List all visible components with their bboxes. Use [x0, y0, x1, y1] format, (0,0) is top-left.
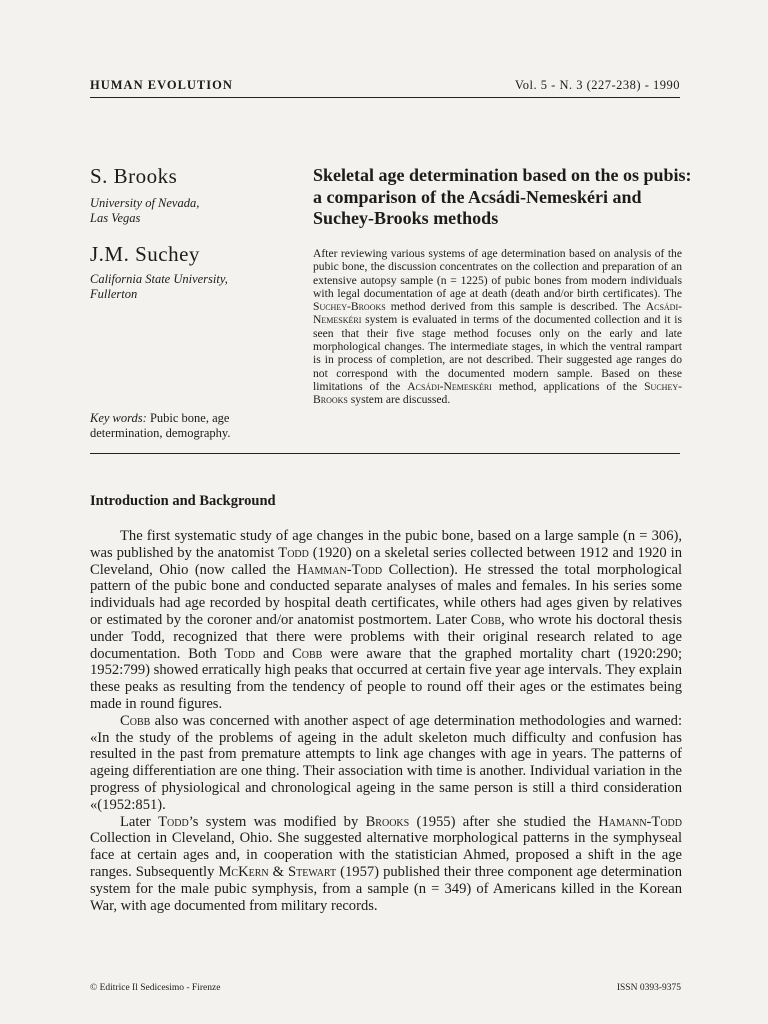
text-run: , who wrote his doctoral thesis under Todd, recognized that there were problems with their original research related to age documentation. Both — [90, 611, 682, 662]
abstract-divider — [90, 453, 680, 454]
keywords-label: Key words: — [90, 411, 147, 425]
text-run: Later — [120, 813, 159, 830]
keywords-text: Pubic bone, age determination, demography. — [90, 411, 231, 440]
affiliation-line: University of Nevada, — [90, 196, 200, 210]
author-ref: Todd — [278, 544, 309, 561]
abstract-text: After reviewing various systems of age determination based on analysis of the pubic bone, the discussion concentrates on the collection and preparation of an extensive autopsy sample (n = 1225) of pubic bones from modern individuals with legal documentation of age at death (death and/or birth certificates). The — [313, 247, 682, 300]
author-ref: Stewart — [288, 863, 337, 880]
affiliation-line: California State University, — [90, 272, 228, 286]
author-ref: McKern — [218, 863, 269, 880]
text-run: The first systematic study of age changes in the pubic bone, based on a large sample (n = 306), was published by the anatomist — [90, 528, 682, 561]
collection-ref: Hamman-Todd — [296, 561, 383, 578]
author-ref: Cobb — [292, 645, 323, 662]
text-run: (1957) published their three component age determination system for the male pubic symphysis, from a sample (n = 349) of Americans killed in the Korean War, with age documented from military records. — [90, 863, 682, 914]
method-name: Suchey-Brooks — [313, 379, 682, 407]
author-name-2: J.M. Suchey — [90, 242, 200, 266]
abstract-text: method, applications of the — [491, 379, 645, 393]
abstract-text: system is evaluated in terms of the documented collection and it is seen that their five stage method focuses only on the early and late morphological changes. The intermediate stages, in which the ventral rampart is in process of completion, are not described. Their suggested age ranges do not correspond with the documented modern sample. Based on these limitations of the — [313, 313, 682, 393]
paragraph-1 — [90, 528, 682, 713]
paragraph-3 — [90, 814, 682, 915]
collection-ref: Hamann-Todd — [598, 813, 682, 830]
text-run: Collection in Cleveland, Ohio. She suggested alternative morphological patterns in the symphyseal face at certain ages and, in cooperation with the statistician Ahmed, proposed a shift in the age ranges. Subsequently — [90, 830, 682, 880]
volume-info: Vol. 5 - N. 3 (227-238) - 1990 — [514, 78, 680, 92]
paragraph-2 — [90, 713, 682, 814]
text-run: also was concerned with another aspect of age determination methodologies and warned: «In the study of the problems of ageing in the adult skeleton much difficulty and confusion has resulted in the past from premature attempts to link age changes with age in years. The patterns of ageing differentiation are one thing. Their association with time is another. Individual variation in the progress of physiological and chronological ageing in the same person is still a third consideration «(1952:851). — [90, 712, 682, 813]
affiliation-line: Fullerton — [90, 287, 138, 301]
section-heading: Introduction and Background — [90, 493, 276, 509]
issn-footer: ISSN 0393-9375 — [616, 983, 681, 993]
method-name: Acsádi-Nemeskéri — [313, 300, 682, 327]
abstract-text: system are discussed. — [347, 393, 451, 407]
method-name: Acsádi-Nemeskéri — [407, 379, 492, 393]
text-run: Collection). He stressed the total morphological pattern of the pubic bone and conducted separate analyses of males and females. In his series some individuals had age recorded by hospital death certificates, while others had ages given by relatives or estimated by the coroner and/or anatomist postmortem. Later — [90, 561, 683, 628]
publisher-footer: © Editrice Il Sedicesimo - Firenze — [90, 983, 221, 993]
text-run: & — [268, 863, 289, 880]
abstract — [313, 247, 682, 407]
affiliation-line: Las Vegas — [90, 211, 141, 225]
author-name-1: S. Brooks — [90, 164, 178, 188]
body-text — [90, 528, 682, 914]
article-title: Skeletal age determination based on the os pubis: a comparison of the Acsádi-Nemeskéri and Suchey-Brooks methods — [313, 165, 692, 228]
author-ref: Brooks — [365, 813, 410, 830]
text-run: (1920) on a skeletal series collected between 1912 and 1920 in Cleveland, Ohio (now called the — [90, 544, 682, 578]
text-run: and — [255, 645, 292, 662]
author-ref: Todd — [158, 813, 189, 830]
header-divider — [90, 97, 680, 98]
journal-name: HUMAN EVOLUTION — [90, 78, 233, 92]
author-affiliation-2 — [90, 272, 228, 302]
text-run: (1955) after she studied the — [409, 813, 599, 830]
keywords — [90, 411, 290, 441]
abstract-text: method derived from this sample is described. The — [385, 300, 646, 314]
method-name: Suchey-Brooks — [313, 300, 386, 314]
author-affiliation-1 — [90, 196, 199, 226]
author-ref: Cobb — [470, 611, 502, 628]
text-run: ’s system was modified by — [188, 813, 366, 830]
author-ref: Cobb — [120, 712, 151, 729]
text-run: were aware that the graphed mortality chart (1920:290; 1952:799) showed erratically high peaks that occurred at certain five year age intervals. They explain these peaks as resulting from the tendency of people to round off their ages or the estimates being made in round figures. — [90, 645, 683, 712]
author-ref: Todd — [224, 645, 256, 662]
